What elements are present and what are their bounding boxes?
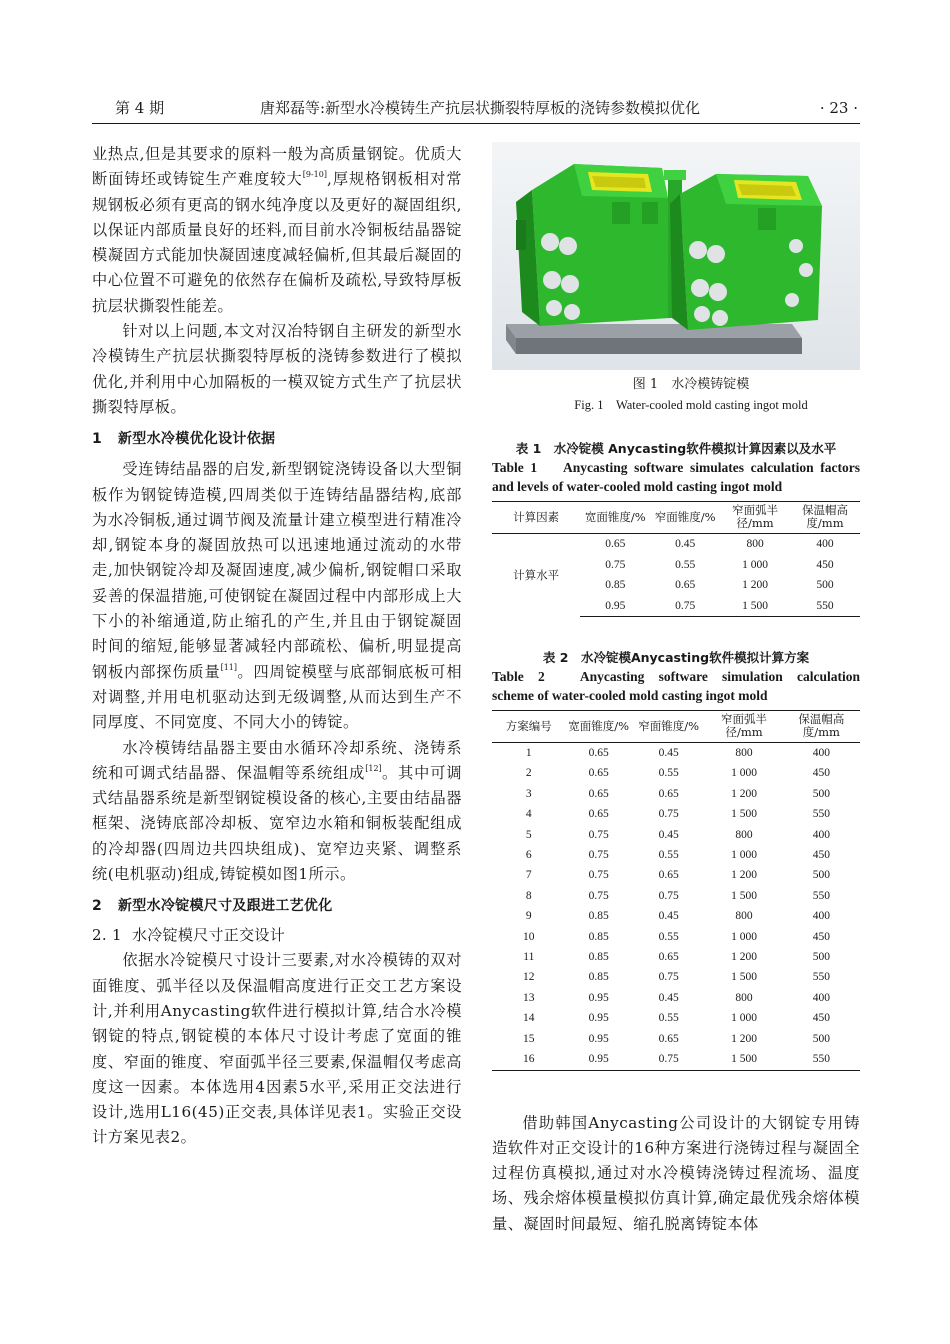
table-cell: 0.65 xyxy=(658,869,679,882)
table-cell: 3 xyxy=(525,787,532,800)
base-plate-top xyxy=(506,324,802,338)
table-cell: 1 500 xyxy=(720,596,790,617)
table-row xyxy=(492,825,860,845)
table-cell: 13 xyxy=(523,991,535,1004)
table-row xyxy=(492,906,860,926)
table-1 xyxy=(492,501,860,617)
table-cell: 0.75 xyxy=(658,889,679,902)
table-row xyxy=(492,1049,860,1070)
table-cell: 0.45 xyxy=(658,991,679,1004)
running-header xyxy=(95,98,860,120)
issue-number: 第 4 期 xyxy=(115,99,165,117)
table-cell: 0.75 xyxy=(650,596,720,617)
table-row xyxy=(492,763,860,783)
table-cell: 11 xyxy=(523,951,535,964)
table-cell: 0.45 xyxy=(658,910,679,923)
table-row xyxy=(492,534,860,555)
table-cell: 0.75 xyxy=(632,1049,706,1070)
table-row xyxy=(492,947,860,967)
column-header: 窄面弧半径/mm xyxy=(720,502,790,534)
table-cell: 0.55 xyxy=(658,930,679,943)
table-cell: 0.75 xyxy=(588,849,609,862)
table-cell: 0.85 xyxy=(605,579,626,591)
table-cell: 450 xyxy=(812,1012,830,1025)
table-cell: 1 xyxy=(525,747,532,759)
table-cell: 0.65 xyxy=(658,787,679,800)
table-cell: 2 xyxy=(525,767,532,780)
table-cell: 550 xyxy=(783,1049,860,1070)
table-cell: 0.95 xyxy=(580,596,650,617)
table-cell: 0.65 xyxy=(658,951,679,964)
table-1-title-cn: 表 1 水冷锭模 Anycasting软件模拟计算因素以及水平 xyxy=(515,441,837,456)
table-cell: 0.75 xyxy=(658,808,679,821)
column-header: 宽面锥度/% xyxy=(566,711,632,743)
table-row xyxy=(492,927,860,947)
table-cell: 15 xyxy=(523,1032,535,1045)
table-2-body xyxy=(492,743,860,1071)
table-cell: 450 xyxy=(816,558,834,571)
table-cell: 0.55 xyxy=(675,558,696,571)
table-2 xyxy=(492,710,860,1071)
table-cell: 0.75 xyxy=(588,828,609,841)
table-row xyxy=(492,804,860,824)
left-column xyxy=(92,142,462,1151)
table-header-row xyxy=(492,711,860,743)
table-cell: 0.85 xyxy=(588,930,609,943)
table-cell: 4 xyxy=(525,808,532,821)
table-row xyxy=(492,784,860,804)
table-row xyxy=(492,1008,860,1028)
table-cell: 1 000 xyxy=(742,558,769,571)
figure-1-caption-en: Fig. 1 Water-cooled mold casting ingot mold xyxy=(574,398,808,412)
table-row xyxy=(492,988,860,1008)
table-header-row xyxy=(492,502,860,534)
table-cell: 0.55 xyxy=(658,849,679,862)
table-cell: 400 xyxy=(812,747,830,759)
table-cell: 8 xyxy=(525,889,532,902)
paragraph-design-basis: 受连铸结晶器的启发,新型钢锭浇铸设备以大型铜板作为钢锭铸造模,四周类似于连铸结晶器结构,底部为水冷铜板,通过调节阀及流量计建立模型进行精准冷却,钢锭本身的凝固放热可以迅速地通过流动的水带走,加快钢锭冷却及凝固速度,减少偏析,钢锭帽口采取妥善的保温措施,可使钢锭在凝固过程中内部形成上大下小的补缩通道,防止缩孔的产生,并且由于钢锭凝固时间的缩短,能够显著减轻内部疏松、偏析,明显提高钢板内部探伤质量[11]。四周锭模壁与底部铜底板可相对调整,并用电机驱动达到无级调整,从而达到生产不同厚度、不同宽度、不同大小的铸锭。 xyxy=(92,460,463,732)
table-cell: 0.65 xyxy=(588,767,609,780)
right-column xyxy=(492,142,860,1237)
figure-1-image xyxy=(492,142,860,370)
table-cell: 0.75 xyxy=(588,889,609,902)
citation: [11] xyxy=(220,662,237,672)
table-cell: 0.75 xyxy=(658,971,679,984)
table-cell: 14 xyxy=(523,1012,535,1025)
table-cell: 0.65 xyxy=(588,747,609,759)
table-cell: 800 xyxy=(735,747,753,759)
table-row xyxy=(492,865,860,885)
subsection-heading-2-1: 2. 1 水冷锭模尺寸正交设计 xyxy=(92,926,286,945)
table-cell: 0.65 xyxy=(605,538,626,550)
table-cell: 800 xyxy=(735,828,753,841)
table-cell: 0.75 xyxy=(605,558,626,571)
table-cell: 550 xyxy=(812,808,830,821)
column-header: 保温帽高度/mm xyxy=(783,711,860,743)
table-cell: 0.55 xyxy=(658,1012,679,1025)
table-cell: 1 500 xyxy=(731,889,757,902)
table-cell: 0.75 xyxy=(588,869,609,882)
running-title: 唐郑磊等:新型水冷模铸生产抗层状撕裂特厚板的浇铸参数模拟优化 xyxy=(260,99,701,117)
paragraph-intro-continued: 业热点,但是其要求的原料一般为高质量钢锭。优质大断面铸坯或铸锭生产难度较大[9-10],厚规格钢板相对常规钢板必须有更高的钢水纯净度以及更好的凝固组织,以保证内部质量良好的坯料,而目前水冷铜板结晶器锭模凝固方式能加快凝固速度减轻偏析,但其最后凝固的中心位置不可避免的依然存在偏析及疏松,导致特厚板抗层状撕裂性能差。 xyxy=(92,145,463,315)
table-cell: 400 xyxy=(812,991,830,1004)
figure-1-caption-cn: 图 1 水冷模铸锭模 xyxy=(632,377,750,392)
table-cell: 450 xyxy=(812,849,830,862)
table-cell: 1 500 xyxy=(705,1049,782,1070)
table-cell: 0.95 xyxy=(588,1012,609,1025)
table-cell: 1 000 xyxy=(731,767,757,780)
table-cell: 6 xyxy=(525,849,532,862)
table-cell: 0.45 xyxy=(658,747,679,759)
table-cell: 1 500 xyxy=(731,971,757,984)
table-cell: 400 xyxy=(812,828,830,841)
table-cell: 450 xyxy=(812,930,830,943)
table-2-title-cn: 表 2 水冷锭模Anycasting软件模拟计算方案 xyxy=(542,650,810,665)
table-cell: 7 xyxy=(525,869,532,882)
table-cell: 0.95 xyxy=(566,1049,632,1070)
table-cell: 1 000 xyxy=(731,1012,757,1025)
table-cell: 0.45 xyxy=(675,538,696,550)
table-row xyxy=(492,967,860,987)
table-cell: 1 000 xyxy=(731,930,757,943)
table-1-title-en-line2: and levels of water-cooled mold casting ingot mold xyxy=(492,479,783,494)
table-cell: 800 xyxy=(735,910,753,923)
table-cell: 800 xyxy=(746,538,764,550)
paragraph-mold-structure: 水冷模铸结晶器主要由水循环冷却系统、浇铸系统和可调式结晶器、保温帽等系统组成[12]。其中可调式结晶器系统是新型钢锭模设备的核心,主要由结晶器框架、浇铸底部冷却板、宽窄边水箱和铜板装配组成的冷却器(四周边共四块组成)、宽窄边夹紧、调整系统(电机驱动)组成,铸锭模如图1所示。 xyxy=(92,738,463,884)
section-heading-2: 2 新型水冷锭模尺寸及跟进工艺优化 xyxy=(92,898,333,915)
table-cell: 500 xyxy=(812,1032,830,1045)
table-row xyxy=(492,1029,860,1049)
right-ingot-mold xyxy=(670,174,822,330)
table-cell: 500 xyxy=(816,579,834,591)
header-rule xyxy=(92,123,860,124)
table-cell: 0.85 xyxy=(588,910,609,923)
table-cell: 0.85 xyxy=(588,971,609,984)
table-1-title-en-line1: Table 1 Anycasting software simulates calculation factors xyxy=(492,460,860,475)
table-cell: 0.65 xyxy=(675,579,696,591)
paragraph-problem-statement: 针对以上问题,本文对汉冶特钢自主研发的新型水冷模铸生产抗层状撕裂特厚板的浇铸参数进行了模拟优化,并利用中心加隔板的一模双锭方式生产了抗层状撕裂特厚板。 xyxy=(92,322,462,416)
table-cell: 0.65 xyxy=(588,787,609,800)
ingot-mold-render xyxy=(492,142,860,370)
citation: [12] xyxy=(365,763,382,773)
table-row xyxy=(492,886,860,906)
citation: [9-10] xyxy=(302,170,327,180)
row-group-label: 计算水平 xyxy=(513,568,560,582)
table-2-title-en-line2: scheme of water-cooled mold casting ingot mold xyxy=(492,688,768,703)
column-header: 保温帽高度/mm xyxy=(790,502,860,534)
column-header: 窄面弧半径/mm xyxy=(705,711,782,743)
table-cell: 5 xyxy=(525,828,532,841)
paragraph-orthogonal-design: 依据水冷锭模尺寸设计三要素,对水冷模铸的双对面锥度、弧半径以及保温帽高度进行正交工艺方案设计,并利用Anycasting软件进行模拟计算,结合水冷模钢锭的特点,钢锭模的本体尺寸设计考虑了宽面的锥度、窄面的锥度、窄面弧半径三要素,保温帽仅考虑高度这一因素。本体选用4因素5水平,采用正交法进行设计,选用L16(45)正交表,具体详见表1。实验正交设计方案见表2。 xyxy=(92,951,462,1147)
table-cell: 0.85 xyxy=(588,951,609,964)
table-cell: 500 xyxy=(812,869,830,882)
table-cell: 400 xyxy=(812,910,830,923)
table-cell: 1 200 xyxy=(731,1032,757,1045)
table-cell: 10 xyxy=(523,930,535,943)
table-cell: 12 xyxy=(523,971,535,984)
table-cell: 1 500 xyxy=(731,808,757,821)
table-cell: 0.65 xyxy=(658,1032,679,1045)
table-cell: 0.55 xyxy=(658,767,679,780)
paragraph-simulation: 借助韩国Anycasting公司设计的大钢锭专用铸造软件对正交设计的16种方案进行浇铸过程与凝固全过程仿真模拟,通过对水冷模铸浇铸过程流场、温度场、残余熔体模量模拟仿真计算,确定最优残余熔体模量、凝固时间最短、缩孔脱离铸锭本体 xyxy=(492,1113,860,1233)
table-2-title-en-line1: Table 2 Anycasting software simulation calculation xyxy=(492,669,860,684)
column-header: 方案编号 xyxy=(492,711,566,743)
column-header: 宽面锥度/% xyxy=(580,502,650,534)
table-cell: 500 xyxy=(812,787,830,800)
table-row xyxy=(492,743,860,764)
table-cell: 1 200 xyxy=(731,951,757,964)
table-cell: 1 000 xyxy=(731,849,757,862)
table-cell: 1 200 xyxy=(742,579,769,591)
table-cell: 550 xyxy=(790,596,860,617)
base-plate-front xyxy=(516,338,802,354)
column-header: 窄面锥度/% xyxy=(650,502,720,534)
table-cell: 0.95 xyxy=(588,991,609,1004)
table-cell: 9 xyxy=(525,910,532,923)
table-cell: 0.95 xyxy=(588,1032,609,1045)
table-cell: 0.45 xyxy=(658,828,679,841)
table-cell: 550 xyxy=(812,889,830,902)
table-cell: 800 xyxy=(735,991,753,1004)
table-cell: 1 200 xyxy=(731,869,757,882)
table-cell: 1 200 xyxy=(731,787,757,800)
section-heading-1: 1 新型水冷模优化设计依据 xyxy=(92,431,276,448)
column-header: 窄面锥度/% xyxy=(632,711,706,743)
table-cell: 550 xyxy=(812,971,830,984)
table-cell: 500 xyxy=(812,951,830,964)
table-cell: 450 xyxy=(812,767,830,780)
table-row xyxy=(492,845,860,865)
column-header: 计算因素 xyxy=(492,502,580,534)
page-number: · 23 · xyxy=(819,99,858,117)
table-cell: 400 xyxy=(816,538,834,550)
table-cell: 16 xyxy=(492,1049,566,1070)
table-cell: 0.65 xyxy=(588,808,609,821)
left-ingot-mold xyxy=(516,164,670,326)
